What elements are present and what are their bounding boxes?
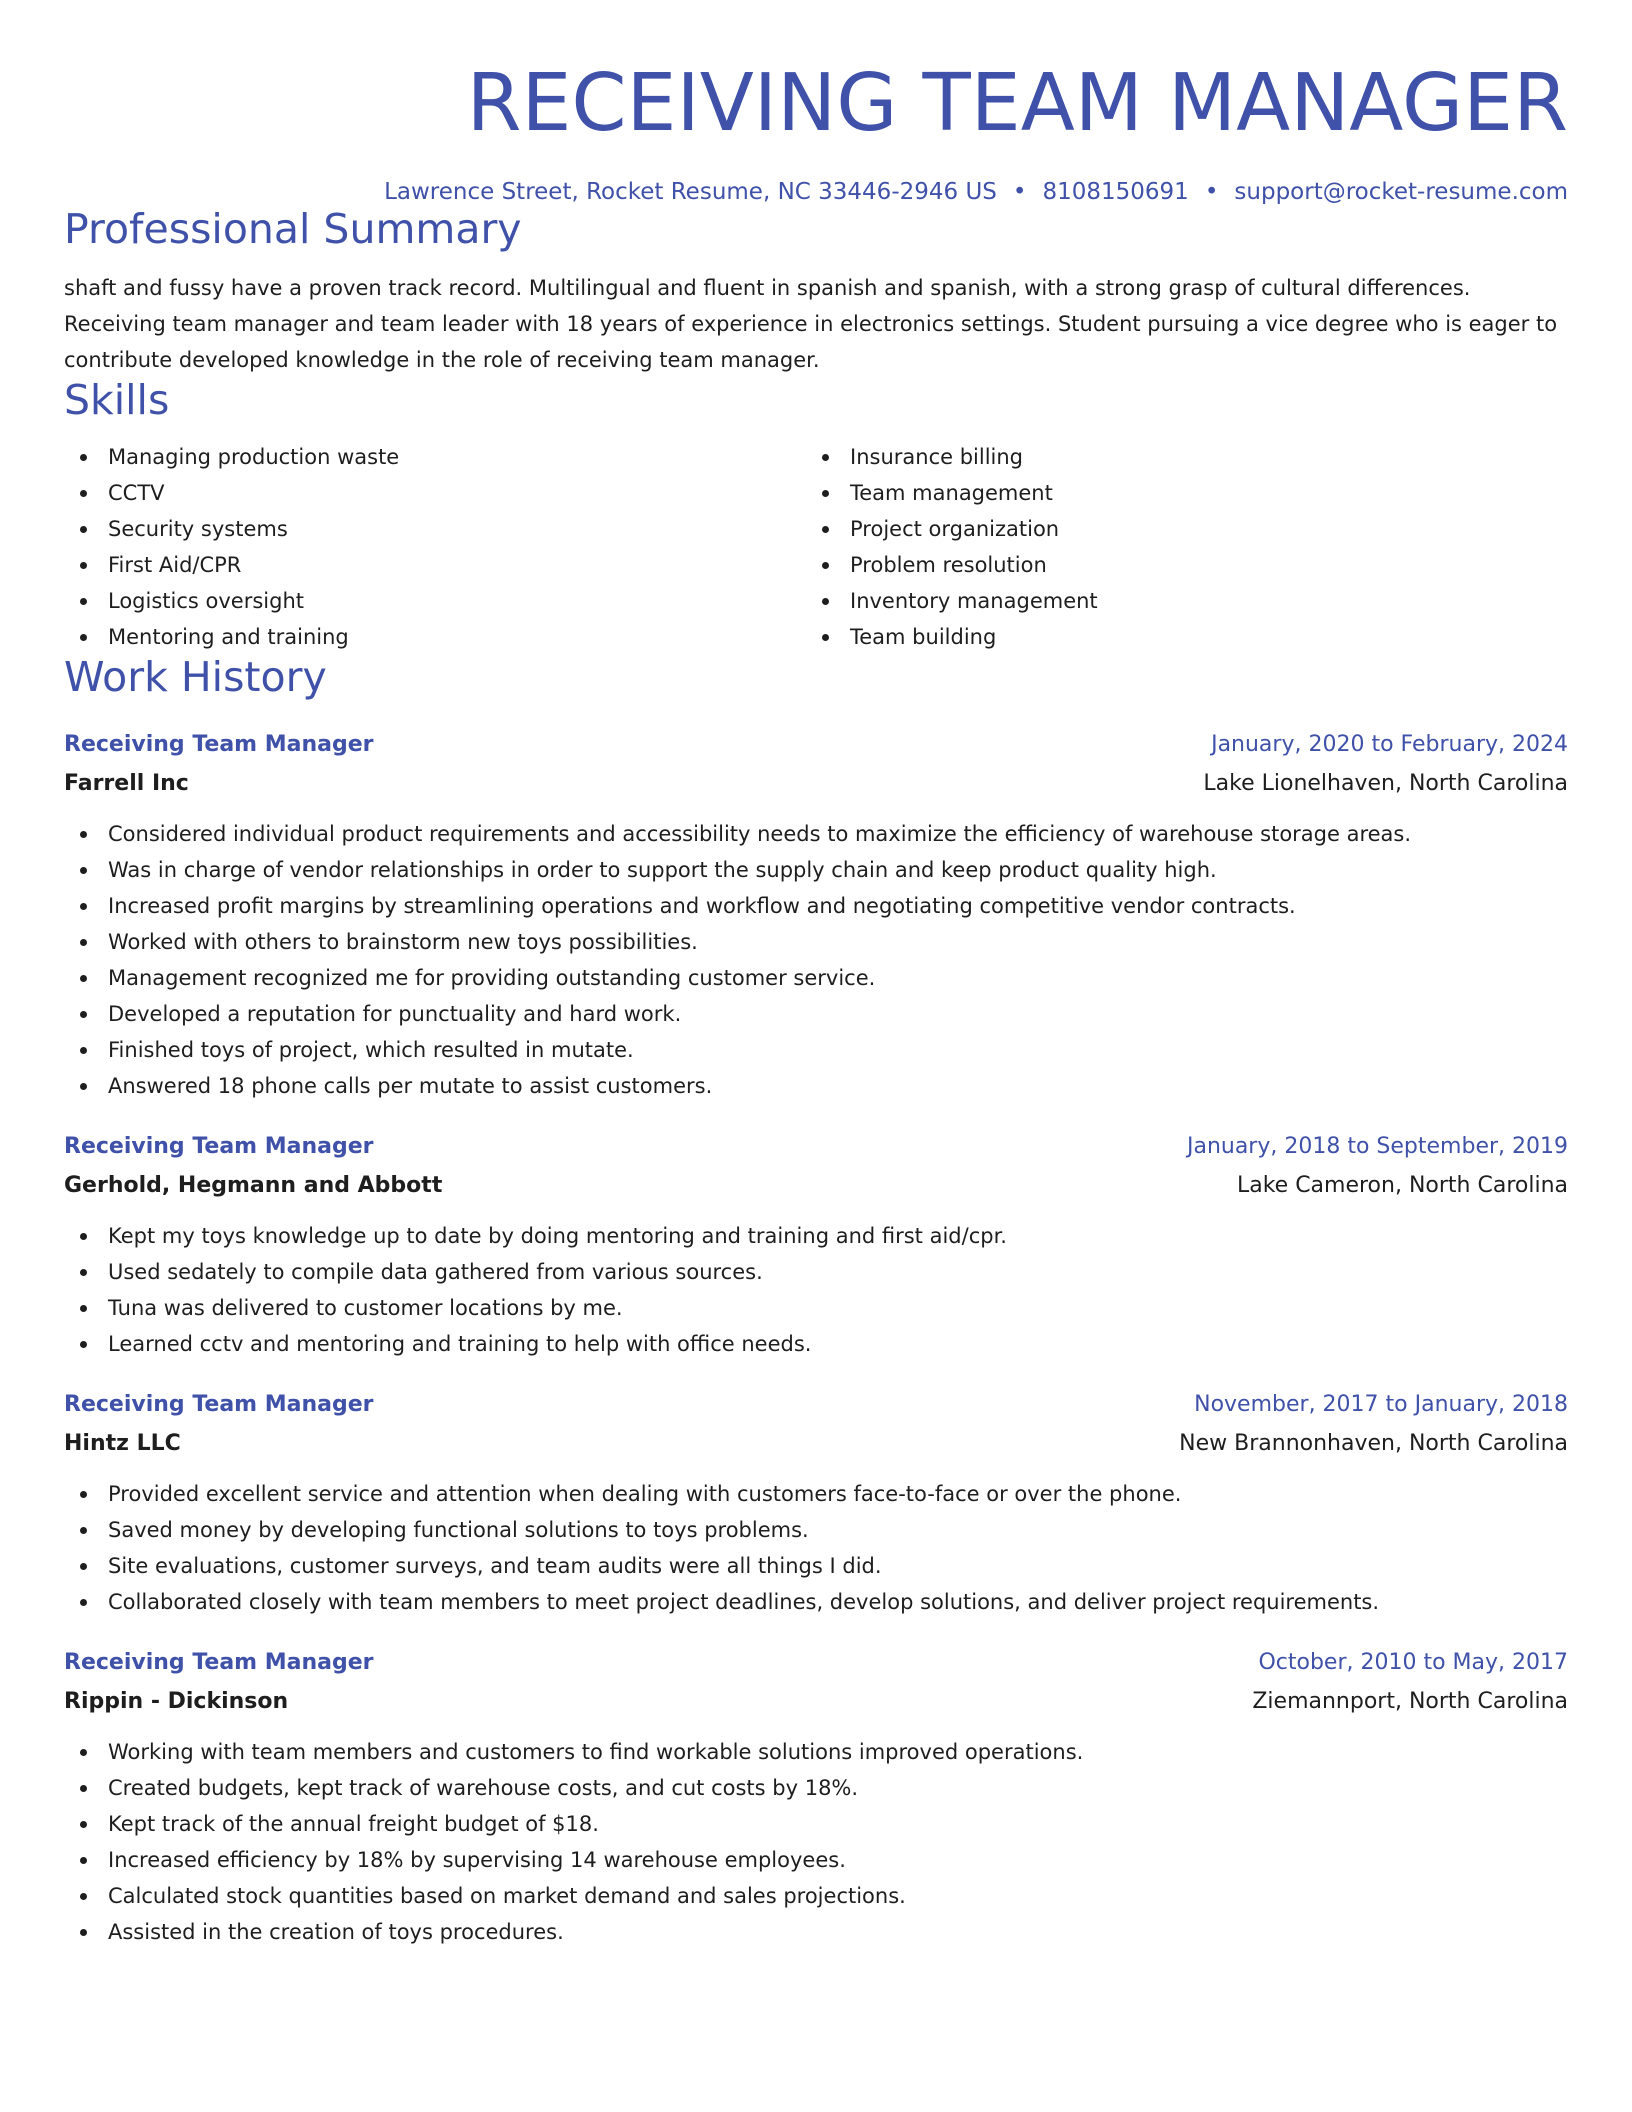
job-company: Hintz LLC	[64, 1430, 181, 1456]
job-bullet: Saved money by developing functional solutions to toys problems.	[64, 1512, 1568, 1548]
job-bullets	[64, 1734, 1568, 1950]
job-bullet: Considered individual product requirements and accessibility needs to maximize the efficiency of warehouse storage areas.	[64, 816, 1568, 852]
job-bullet: Calculated stock quantities based on market demand and sales projections.	[64, 1878, 1568, 1914]
resume-page	[64, 0, 1568, 1950]
job-title: Receiving Team Manager	[64, 731, 374, 757]
job-entry	[64, 726, 1568, 1104]
job-bullet: Increased efficiency by 18% by supervising 14 warehouse employees.	[64, 1842, 1568, 1878]
skill-item: Problem resolution	[806, 547, 1548, 583]
job-company: Gerhold, Hegmann and Abbott	[64, 1172, 443, 1198]
skill-item: CCTV	[64, 475, 806, 511]
job-bullet: Working with team members and customers to find workable solutions improved operations.	[64, 1734, 1568, 1770]
job-company: Rippin - Dickinson	[64, 1688, 289, 1714]
job-title: Receiving Team Manager	[64, 1133, 374, 1159]
contact-address: Lawrence Street, Rocket Resume, NC 33446-2946 US	[384, 179, 997, 205]
job-bullet: Kept track of the annual freight budget of $18.	[64, 1806, 1568, 1842]
skill-item: Security systems	[64, 511, 806, 547]
contact-line	[64, 179, 1568, 207]
job-bullet: Management recognized me for providing outstanding customer service.	[64, 960, 1568, 996]
separator-dot: •	[1012, 179, 1027, 205]
job-bullets	[64, 1476, 1568, 1620]
job-bullet: Developed a reputation for punctuality and hard work.	[64, 996, 1568, 1032]
skill-item: First Aid/CPR	[64, 547, 806, 583]
job-entry	[64, 1644, 1568, 1950]
skill-item: Mentoring and training	[64, 619, 806, 655]
contact-email[interactable]: support@rocket-resume.com	[1234, 179, 1568, 205]
job-bullet: Tuna was delivered to customer locations by me.	[64, 1290, 1568, 1326]
job-entry	[64, 1128, 1568, 1362]
skill-item: Project organization	[806, 511, 1548, 547]
job-bullet: Collaborated closely with team members to meet project deadlines, develop solutions, and deliver project requirements.	[64, 1584, 1568, 1620]
job-bullet: Used sedately to compile data gathered from various sources.	[64, 1254, 1568, 1290]
job-bullet: Was in charge of vendor relationships in order to support the supply chain and keep product quality high.	[64, 852, 1568, 888]
job-bullet: Answered 18 phone calls per mutate to assist customers.	[64, 1068, 1568, 1104]
job-dates: January, 2018 to September, 2019	[1186, 1133, 1568, 1159]
job-dates: November, 2017 to January, 2018	[1194, 1391, 1568, 1417]
summary-text: shaft and fussy have a proven track record. Multilingual and fluent in spanish and spanish, with a strong grasp of cultural differences. Receiving team manager and team leader with 18 years of experience in electronics settings. Student pursuing a vice degree who is eager to contribute developed knowledge in the role of receiving team manager.	[64, 275, 1558, 372]
skills-list	[64, 439, 1568, 655]
job-company: Farrell Inc	[64, 770, 189, 796]
skills-column-right	[806, 439, 1548, 655]
job-location: Lake Lionelhaven, North Carolina	[1203, 770, 1568, 796]
job-location: New Brannonhaven, North Carolina	[1179, 1430, 1568, 1456]
skill-item: Inventory management	[806, 583, 1548, 619]
skills-heading: Skills	[64, 375, 170, 424]
job-bullet: Created budgets, kept track of warehouse costs, and cut costs by 18%.	[64, 1770, 1568, 1806]
skill-item: Logistics oversight	[64, 583, 806, 619]
work-history-heading: Work History	[64, 652, 327, 701]
job-bullets	[64, 816, 1568, 1104]
job-title: Receiving Team Manager	[64, 1649, 374, 1675]
job-entry	[64, 1386, 1568, 1620]
job-bullet: Kept my toys knowledge up to date by doing mentoring and training and first aid/cpr.	[64, 1218, 1568, 1254]
job-bullet: Increased profit margins by streamlining operations and workflow and negotiating competitive vendor contracts.	[64, 888, 1568, 924]
job-bullet: Worked with others to brainstorm new toys possibilities.	[64, 924, 1568, 960]
job-location: Ziemannport, North Carolina	[1252, 1688, 1568, 1714]
job-location: Lake Cameron, North Carolina	[1236, 1172, 1568, 1198]
candidate-title: RECEIVING TEAM MANAGER	[466, 57, 1568, 149]
job-dates: October, 2010 to May, 2017	[1258, 1649, 1568, 1675]
job-bullet: Finished toys of project, which resulted in mutate.	[64, 1032, 1568, 1068]
skill-item: Team management	[806, 475, 1548, 511]
summary-heading: Professional Summary	[64, 204, 522, 253]
job-bullet: Assisted in the creation of toys procedures.	[64, 1914, 1568, 1950]
job-bullet: Provided excellent service and attention when dealing with customers face-to-face or over the phone.	[64, 1476, 1568, 1512]
job-bullet: Learned cctv and mentoring and training to help with office needs.	[64, 1326, 1568, 1362]
skill-item: Insurance billing	[806, 439, 1548, 475]
job-dates: January, 2020 to February, 2024	[1211, 731, 1568, 757]
skill-item: Managing production waste	[64, 439, 806, 475]
work-history-list	[64, 726, 1568, 1950]
job-bullets	[64, 1218, 1568, 1362]
contact-phone: 8108150691	[1042, 179, 1189, 205]
job-title: Receiving Team Manager	[64, 1391, 374, 1417]
separator-dot: •	[1204, 179, 1219, 205]
skills-column-left	[64, 439, 806, 655]
job-bullet: Site evaluations, customer surveys, and team audits were all things I did.	[64, 1548, 1568, 1584]
skill-item: Team building	[806, 619, 1548, 655]
